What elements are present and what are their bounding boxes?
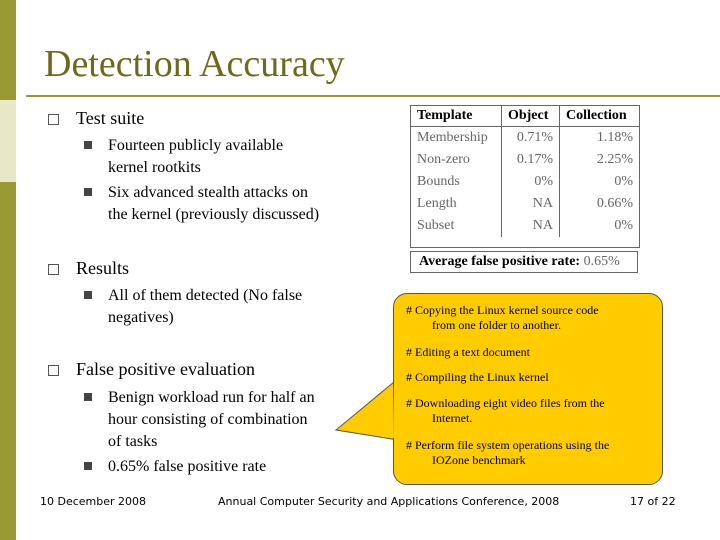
table-row: [411, 127, 639, 150]
square-bullet-icon: [48, 114, 59, 125]
table-header-cell: Template: [411, 106, 501, 127]
filled-square-bullet-icon: [84, 188, 92, 196]
table-cell: 0.17%: [501, 149, 559, 171]
footer-conference: Annual Computer Security and Applications Conference, 2008: [218, 495, 560, 508]
table-cell: 0%: [614, 218, 633, 233]
title-divider: [26, 95, 720, 97]
table-row: [411, 149, 639, 171]
filled-square-bullet-icon: [84, 393, 92, 401]
bullet-test-suite: Test suite: [76, 108, 144, 129]
average-fp-rate: Average false positive rate: 0.65%: [410, 251, 638, 273]
left-accent-bar: [0, 0, 16, 540]
table-cell: 1.18%: [596, 130, 633, 145]
callout-item-file-ops: # Perform file system operations using the IOZone benchmark: [406, 438, 610, 467]
square-bullet-icon: [48, 365, 59, 376]
table-cell: Length: [411, 193, 501, 215]
table-cell: NA: [501, 215, 559, 237]
square-bullet-icon: [48, 264, 59, 275]
table-row: [411, 193, 639, 215]
callout-item-compile-kernel: # Compiling the Linux kernel: [406, 370, 549, 384]
table-cell: NA: [501, 193, 559, 215]
table-header-cell: Collection: [560, 106, 640, 127]
sub-bullet-fp-rate: 0.65% false positive rate: [108, 456, 266, 478]
table-cell: 0%: [614, 174, 633, 189]
table-cell: 0.66%: [596, 196, 633, 211]
bullet-false-positive-evaluation: False positive evaluation: [76, 359, 255, 380]
table-header-row: [411, 106, 639, 127]
table-cell: Subset: [411, 215, 501, 237]
table-cell: 2.25%: [596, 152, 633, 167]
table-row: [411, 215, 639, 237]
results-table: [410, 105, 640, 248]
sub-bullet-benign-workload: Benign workload run for half an hour consisting of combination of tasks: [108, 387, 315, 453]
table-row: [411, 171, 639, 193]
table-cell: 0.71%: [501, 127, 559, 150]
sub-bullet-stealth-attacks: Six advanced stealth attacks on the kernel (previously discussed): [108, 182, 319, 226]
table-cell: Membership: [411, 127, 501, 150]
bullet-results: Results: [76, 258, 129, 279]
filled-square-bullet-icon: [84, 291, 92, 299]
callout-item-download-videos: # Downloading eight video files from the Internet.: [406, 396, 605, 425]
left-accent-highlight: [0, 100, 16, 182]
table-cell: Bounds: [411, 171, 501, 193]
filled-square-bullet-icon: [84, 141, 92, 149]
sub-bullet-rootkits: Fourteen publicly available kernel rootkits: [108, 135, 283, 179]
table-header-cell: Object: [501, 106, 559, 127]
footer-page-number: 17 of 22: [630, 495, 676, 508]
table-cell: 0%: [501, 171, 559, 193]
footer-date: 10 December 2008: [40, 495, 147, 508]
callout-item-edit-document: # Editing a text document: [406, 345, 530, 359]
callout-item-copy-kernel: # Copying the Linux kernel source code from one folder to another.: [406, 303, 599, 332]
filled-square-bullet-icon: [84, 462, 92, 470]
table-cell: Non-zero: [411, 149, 501, 171]
sub-bullet-all-detected: All of them detected (No false negatives): [108, 285, 302, 329]
slide-title: Detection Accuracy: [44, 43, 345, 85]
